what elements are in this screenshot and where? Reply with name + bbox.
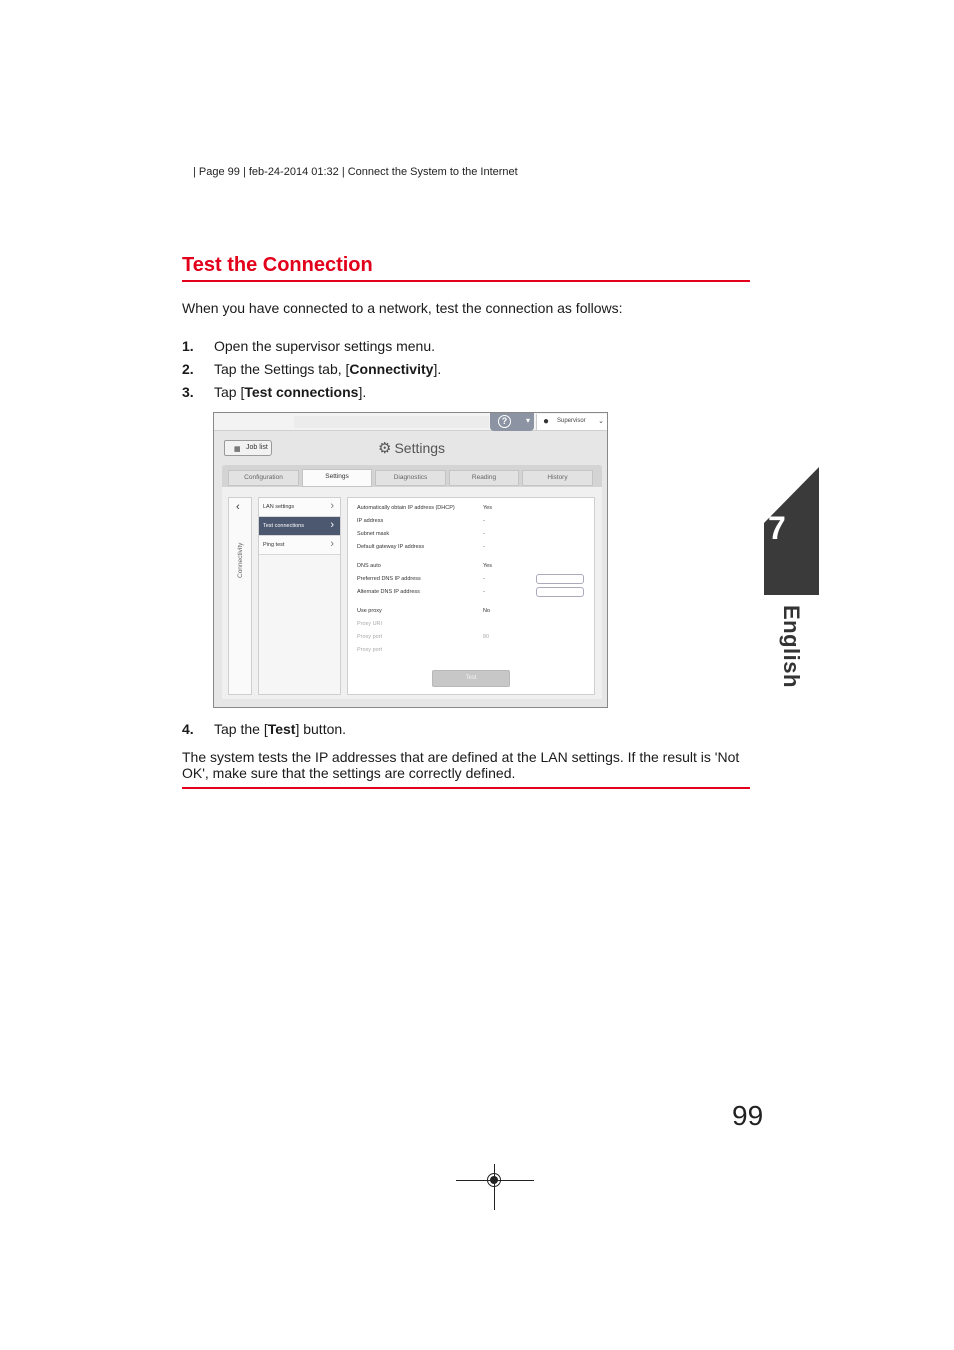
chevron-right-icon: › bbox=[330, 538, 334, 550]
step-number: 1. bbox=[182, 338, 194, 354]
alternate-dns-input[interactable] bbox=[536, 587, 584, 597]
step-number: 2. bbox=[182, 361, 194, 377]
field-value: No bbox=[483, 608, 491, 614]
field-label: Default gateway IP address bbox=[357, 544, 425, 550]
top-bar-field bbox=[294, 416, 489, 428]
field-value: Yes bbox=[483, 505, 492, 511]
step-text: Tap [Test connections]. bbox=[214, 384, 367, 400]
chapter-number: 7 bbox=[768, 510, 786, 546]
help-button[interactable] bbox=[490, 413, 534, 431]
job-list-label: Job list bbox=[246, 444, 268, 451]
menu-item-test-connections[interactable]: Test connections › bbox=[259, 517, 340, 536]
page-number: 99 bbox=[732, 1100, 764, 1131]
tab-settings[interactable]: Settings bbox=[302, 469, 372, 487]
menu-item-ping-test[interactable]: Ping test › bbox=[259, 536, 340, 555]
user-icon: ● bbox=[543, 416, 550, 427]
grid-icon: ▦ bbox=[234, 446, 241, 453]
user-name: Supervisor bbox=[557, 418, 586, 424]
field-value: - bbox=[483, 589, 485, 595]
intro-text: When you have connected to a network, test the connection as follows: bbox=[182, 300, 623, 316]
field-label: Subnet mask bbox=[357, 531, 390, 537]
result-text-line-2: OK', make sure that the settings are correctly defined. bbox=[182, 765, 516, 781]
field-value: - bbox=[483, 531, 485, 537]
settings-screenshot bbox=[213, 412, 608, 708]
result-text-line-1: The system tests the IP addresses that are defined at the LAN settings. If the result is 'Not bbox=[182, 749, 740, 765]
field-label: Proxy port bbox=[357, 634, 383, 640]
language-label: English bbox=[779, 605, 804, 688]
field-label: Preferred DNS IP address bbox=[357, 576, 421, 582]
end-rule bbox=[182, 787, 750, 789]
running-header: | Page 99 | feb-24-2014 01:32 | Connect the System to the Internet bbox=[193, 166, 518, 178]
section-title: Test the Connection bbox=[182, 254, 373, 276]
nav-label: Connectivity bbox=[237, 542, 244, 578]
tab-bar bbox=[222, 465, 602, 487]
field-value: 80 bbox=[483, 634, 490, 640]
tab-configuration[interactable]: Configuration bbox=[228, 470, 299, 486]
chevron-right-icon: › bbox=[330, 519, 334, 531]
settings-panel bbox=[222, 487, 602, 699]
field-label: Proxy port bbox=[357, 647, 383, 653]
gear-icon: ⚙ bbox=[378, 440, 392, 457]
field-value: - bbox=[483, 576, 485, 582]
preferred-dns-input[interactable] bbox=[536, 574, 584, 584]
screen-title: ⚙ Settings bbox=[378, 440, 446, 457]
help-icon: ? bbox=[498, 415, 511, 428]
step-text: Tap the [Test] button. bbox=[214, 721, 347, 737]
user-menu[interactable] bbox=[536, 414, 607, 430]
chevron-down-icon: ▾ bbox=[525, 416, 530, 425]
registration-mark-icon bbox=[490, 1176, 498, 1184]
step-text: Open the supervisor settings menu. bbox=[214, 338, 436, 354]
test-button[interactable]: Test bbox=[432, 670, 510, 687]
step-number: 4. bbox=[182, 721, 194, 737]
field-label: Automatically obtain IP address (DHCP) bbox=[357, 505, 455, 511]
step-number: 3. bbox=[182, 384, 194, 400]
field-value: - bbox=[483, 544, 485, 550]
tab-diagnostics[interactable]: Diagnostics bbox=[375, 470, 446, 486]
back-arrow-icon[interactable]: ‹ bbox=[236, 501, 240, 513]
registration-mark bbox=[494, 1164, 495, 1210]
field-label: Use proxy bbox=[357, 608, 382, 614]
field-label: Proxy URI bbox=[357, 621, 383, 627]
step-text: Tap the Settings tab, [Connectivity]. bbox=[214, 361, 442, 377]
chevron-right-icon: › bbox=[330, 500, 334, 512]
field-label: IP address bbox=[357, 518, 384, 524]
field-label: DNS auto bbox=[357, 563, 381, 569]
nav-column bbox=[228, 497, 252, 695]
chevron-down-icon: ⌄ bbox=[598, 418, 604, 425]
job-list-button[interactable] bbox=[224, 440, 272, 456]
tab-history[interactable]: History bbox=[522, 470, 593, 486]
connection-details bbox=[347, 497, 595, 695]
menu-item-lan-settings[interactable]: LAN settings › bbox=[259, 498, 340, 517]
top-bar bbox=[214, 413, 607, 431]
field-value: Yes bbox=[483, 563, 492, 569]
field-label: Alternate DNS IP address bbox=[357, 589, 420, 595]
field-value: - bbox=[483, 518, 485, 524]
title-rule bbox=[182, 280, 750, 282]
tab-reading[interactable]: Reading bbox=[449, 470, 519, 486]
menu-column bbox=[258, 497, 341, 695]
